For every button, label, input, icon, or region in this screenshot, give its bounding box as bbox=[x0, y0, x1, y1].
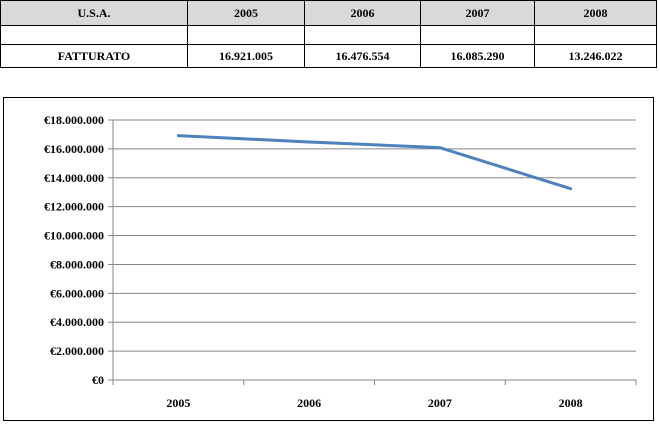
y-tick-label: €0 bbox=[92, 373, 104, 387]
table-cell: 16.085.290 bbox=[421, 45, 535, 68]
empty-cell bbox=[305, 26, 421, 45]
line-chart bbox=[4, 98, 653, 420]
x-axis-ticks bbox=[113, 380, 636, 410]
y-tick-label: €18.000.000 bbox=[44, 113, 104, 127]
data-series bbox=[178, 136, 570, 189]
y-tick-label: €14.000.000 bbox=[44, 170, 104, 185]
chart-frame bbox=[3, 97, 654, 421]
y-tick-label: €10.000.000 bbox=[44, 228, 104, 243]
series-line bbox=[178, 136, 570, 189]
empty-cell bbox=[1, 26, 188, 45]
x-tick-label: 2005 bbox=[166, 396, 191, 410]
table-row bbox=[1, 45, 657, 68]
y-tick-label: €16.000.000 bbox=[44, 141, 104, 156]
header-year: 2008 bbox=[535, 1, 657, 26]
x-tick-label: 2006 bbox=[297, 396, 322, 410]
table-cell: 16.476.554 bbox=[305, 45, 421, 68]
y-tick-label: €12.000.000 bbox=[44, 199, 104, 214]
header-country: U.S.A. bbox=[1, 1, 188, 26]
y-tick-label: €2.000.000 bbox=[50, 344, 104, 359]
y-tick-label: €8.000.000 bbox=[50, 257, 104, 272]
header-year: 2006 bbox=[305, 1, 421, 26]
header-year: 2007 bbox=[421, 1, 535, 26]
y-tick-label: €6.000.000 bbox=[50, 286, 104, 301]
empty-cell bbox=[421, 26, 535, 45]
table-cell: 13.246.022 bbox=[535, 45, 657, 68]
y-tick-label: €4.000.000 bbox=[50, 315, 104, 330]
x-tick-label: 2007 bbox=[427, 396, 452, 410]
sales-table bbox=[0, 0, 657, 68]
table-header-row bbox=[1, 1, 657, 26]
empty-cell bbox=[188, 26, 305, 45]
empty-cell bbox=[535, 26, 657, 45]
gridlines bbox=[108, 120, 636, 380]
header-year: 2005 bbox=[188, 1, 305, 26]
x-tick-label: 2008 bbox=[558, 396, 583, 410]
table-cell: 16.921.005 bbox=[188, 45, 305, 68]
sales-table-container bbox=[0, 0, 656, 68]
table-empty-row bbox=[1, 26, 657, 45]
row-label: FATTURATO bbox=[1, 45, 188, 68]
y-axis-ticks bbox=[44, 113, 104, 387]
